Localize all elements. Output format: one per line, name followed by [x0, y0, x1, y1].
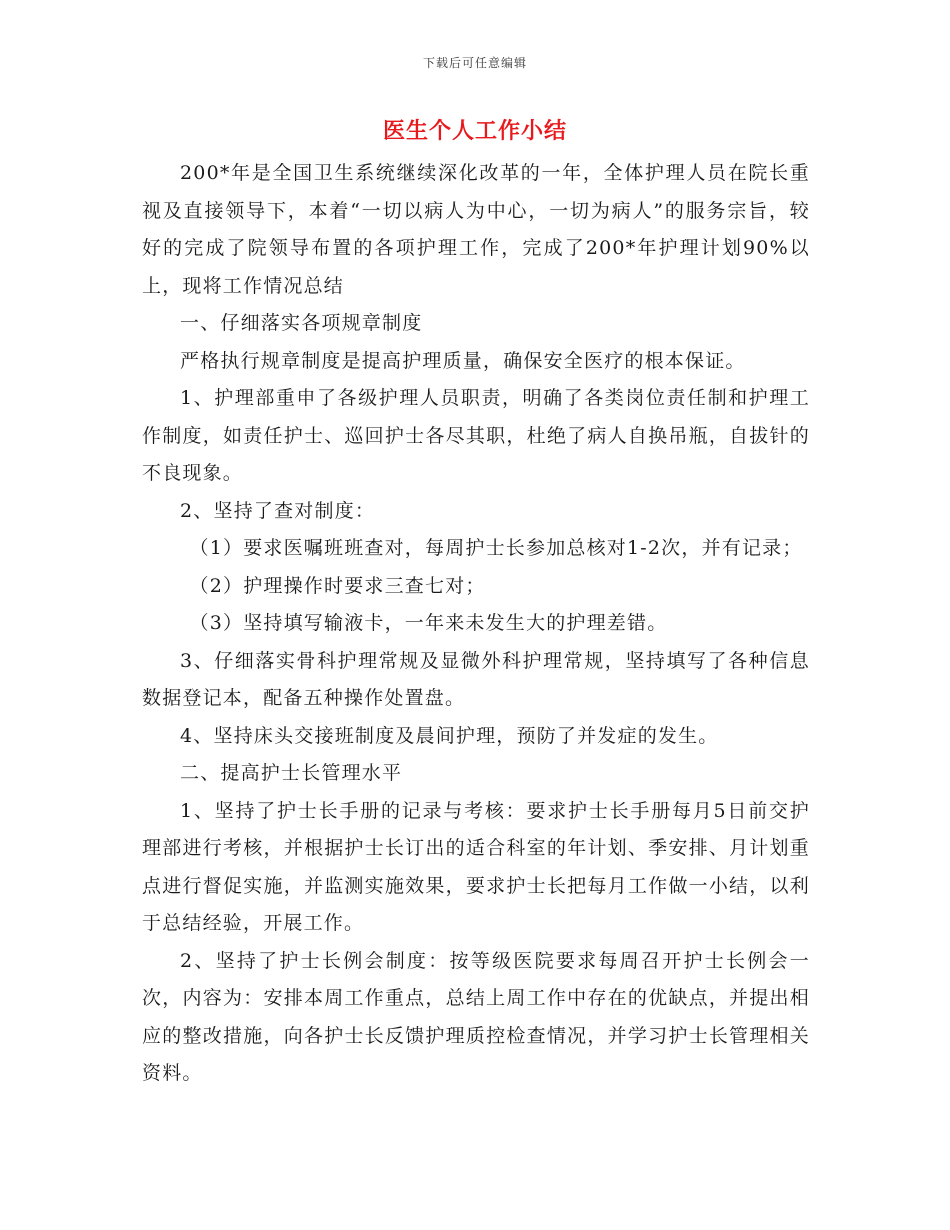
section-heading-1: 一、仔细落实各项规章制度 — [180, 312, 423, 334]
paragraph: 2、坚持了护士长例会制度：按等级医院要求每周召开护士长例会一次，内容为：安排本周工作重点，总结上周工作中存在的优缺点，并提出相应的整改措施，向各护士长反馈护理质控检查情况，并学习护士长管理相关资料。 — [142, 949, 810, 1084]
paragraph: 3、仔细落实骨科护理常规及显微外科护理常规，坚持填写了各种信息数据登记本，配备五种操作处置盘。 — [142, 649, 810, 709]
paragraph: 4、坚持床头交接班制度及晨间护理，预防了并发症的发生。 — [180, 724, 719, 747]
paragraph-sub-item: （1）要求医嘱班班查对，每周护士长参加总核对1-2次，并有记录； — [189, 537, 803, 559]
paragraph-sub-item: （2）护理操作时要求三查七对； — [189, 574, 486, 597]
paragraph-sub-item: （3）坚持填写输液卡，一年来未发生大的护理差错。 — [189, 612, 668, 634]
paragraph: 严格执行规章制度是提高护理质量，确保安全医疗的根本保证。 — [180, 349, 746, 372]
paragraph: 2、坚持了查对制度： — [180, 499, 376, 522]
paragraph: 1、坚持了护士长手册的记录与考核：要求护士长手册每月5日前交护理部进行考核，并根据护士长订出的适合科室的年计划、季安排、月计划重点进行督促实施，并监测实施效果，要求护士长把每月工作做一小结，以利于总结经验，开展工作。 — [142, 799, 810, 934]
document-title: 医生个人工作小结 — [382, 118, 567, 144]
section-heading-2: 二、提高护士长管理水平 — [180, 762, 403, 784]
paragraph-intro: 200*年是全国卫生系统继续深化改革的一年，全体护理人员在院长重视及直接领导下，本着“一切以病人为中心，一切为病人”的服务宗旨，较好的完成了院领导布置的各项护理工作，完成了200*年护理计划90%以上，现将工作情况总结 — [142, 162, 810, 297]
paragraph: 1、护理部重申了各级护理人员职责，明确了各类岗位责任制和护理工作制度，如责任护士、巡回护士各尽其职，杜绝了病人自换吊瓶，自拔针的不良现象。 — [142, 387, 810, 484]
download-note: 下载后可任意编辑 — [422, 56, 527, 70]
document-body — [142, 155, 810, 1093]
